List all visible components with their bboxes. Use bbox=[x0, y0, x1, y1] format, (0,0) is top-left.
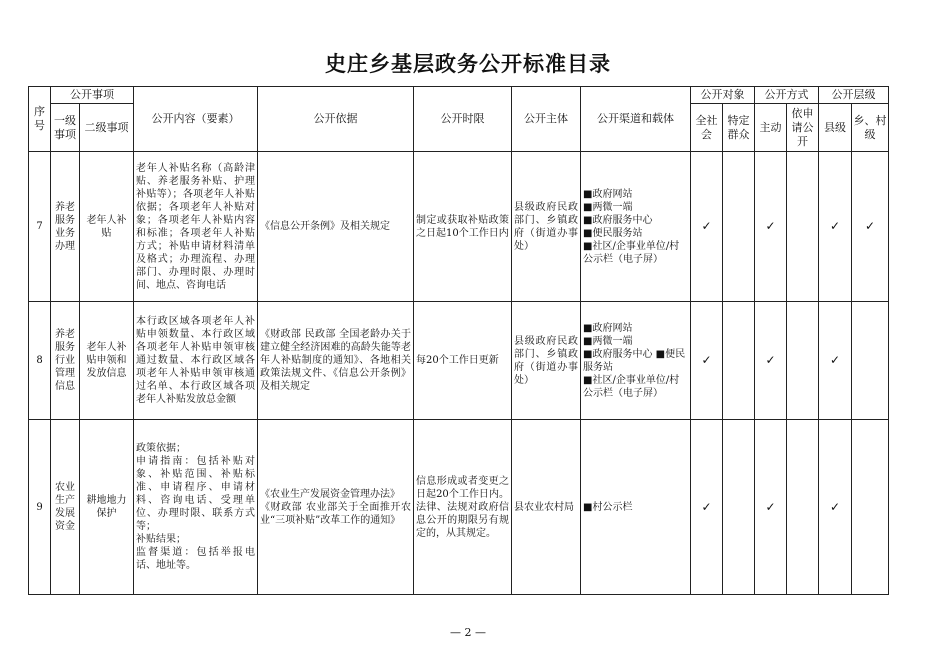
disclosure-catalog-table bbox=[28, 86, 889, 595]
col-content: 公开内容（要素） bbox=[134, 87, 258, 152]
check-town bbox=[852, 420, 889, 595]
check-town bbox=[852, 302, 889, 420]
row-time-limit: 每20个工作日更新 bbox=[414, 302, 512, 420]
col-aud-specific: 特定群众 bbox=[723, 104, 755, 152]
row-basis: 《农业生产发展资金管理办法》 《财政部 农业部关于全面推开农业“三项补贴”改革工作的通知》 bbox=[258, 420, 414, 595]
check-active: ✓ bbox=[755, 420, 787, 595]
col-method-active: 主动 bbox=[755, 104, 787, 152]
check-aud-specific bbox=[723, 302, 755, 420]
check-county: ✓ bbox=[819, 302, 852, 420]
col-method: 公开方式 bbox=[755, 87, 819, 104]
col-level-county: 县级 bbox=[819, 104, 852, 152]
col-items: 公开事项 bbox=[51, 87, 134, 104]
check-aud-specific bbox=[723, 152, 755, 302]
row-level1: 养老服务行业管理信息 bbox=[51, 302, 80, 420]
check-aud-all: ✓ bbox=[691, 152, 723, 302]
table-row bbox=[29, 302, 889, 420]
row-subject: 县农业农村局 bbox=[512, 420, 581, 595]
col-seq: 序号 bbox=[29, 87, 51, 152]
row-basis: 《信息公开条例》及相关规定 bbox=[258, 152, 414, 302]
row-level2: 老年人补贴申领和发放信息 bbox=[80, 302, 134, 420]
check-active: ✓ bbox=[755, 152, 787, 302]
check-request bbox=[787, 302, 819, 420]
check-active: ✓ bbox=[755, 302, 787, 420]
row-seq: 7 bbox=[29, 152, 51, 302]
row-content: 本行政区域各项老年人补贴申领数量、本行政区域各项老年人补贴申领审核通过数量、本行政区域各项老年人补贴申领审核通过名单、本行政区域各项老年人补贴发放总金额 bbox=[134, 302, 258, 420]
check-county: ✓ bbox=[819, 152, 852, 302]
check-town: ✓ bbox=[852, 152, 889, 302]
check-request bbox=[787, 152, 819, 302]
header-row-1 bbox=[29, 87, 889, 104]
row-level2: 耕地地力保护 bbox=[80, 420, 134, 595]
document-title: 史庄乡基层政务公开标准目录 bbox=[325, 51, 611, 76]
row-content: 老年人补贴名称（高龄津贴、养老服务补贴、护理补贴等）；各项老年人补贴依据；各项老年人补贴对象；各项老年人补贴内容和标准；各项老年人补贴方式；补贴申请材料清单及格式；办理流程、办理部门、办理时限、办理时间、地点、咨询电话 bbox=[134, 152, 258, 302]
col-channel: 公开渠道和载体 bbox=[581, 87, 691, 152]
check-aud-all: ✓ bbox=[691, 302, 723, 420]
row-level1: 农业生产发展资金 bbox=[51, 420, 80, 595]
row-content: 政策依据； 申请指南：包括补贴对象、补贴范围、补贴标准、申请程序、申请材料、咨询电话、受理单位、办理时限、联系方式等； 补贴结果； 监督渠道：包括举报电话、地址等。 bbox=[134, 420, 258, 595]
col-time-limit: 公开时限 bbox=[414, 87, 512, 152]
check-aud-all: ✓ bbox=[691, 420, 723, 595]
check-request bbox=[787, 420, 819, 595]
page-number: — 2 — bbox=[450, 626, 486, 639]
table-row bbox=[29, 420, 889, 595]
col-level: 公开层级 bbox=[819, 87, 889, 104]
col-level1: 一级事项 bbox=[51, 104, 80, 152]
row-channel: ■村公示栏 bbox=[581, 420, 691, 595]
row-subject: 县级政府民政部门、乡镇政府（街道办事处） bbox=[512, 152, 581, 302]
row-basis: 《财政部 民政部 全国老龄办关于建立健全经济困难的高龄失能等老年人补贴制度的通知》、各地相关政策法规文件、《信息公开条例》及相关规定 bbox=[258, 302, 414, 420]
row-seq: 9 bbox=[29, 420, 51, 595]
col-level-town: 乡、村级 bbox=[852, 104, 889, 152]
check-aud-specific bbox=[723, 420, 755, 595]
row-time-limit: 制定或获取补贴政策之日起10个工作日内 bbox=[414, 152, 512, 302]
row-channel: ■政府网站 ■两微一端 ■政府服务中心 ■便民服务站 ■社区/企事业单位/村公示栏（电子屏） bbox=[581, 302, 691, 420]
col-basis: 公开依据 bbox=[258, 87, 414, 152]
col-audience: 公开对象 bbox=[691, 87, 755, 104]
row-level2: 老年人补贴 bbox=[80, 152, 134, 302]
row-channel: ■政府网站 ■两微一端 ■政府服务中心 ■便民服务站 ■社区/企事业单位/村公示栏（电子屏） bbox=[581, 152, 691, 302]
row-time-limit: 信息形成或者变更之日起20个工作日内。法律、法规对政府信息公开的期限另有规定的，从其规定。 bbox=[414, 420, 512, 595]
row-seq: 8 bbox=[29, 302, 51, 420]
row-level1: 养老服务业务办理 bbox=[51, 152, 80, 302]
col-subject: 公开主体 bbox=[512, 87, 581, 152]
row-subject: 县级政府民政部门、乡镇政府（街道办事处） bbox=[512, 302, 581, 420]
col-method-request: 依申请公开 bbox=[787, 104, 819, 152]
table-row bbox=[29, 152, 889, 302]
col-level2: 二级事项 bbox=[80, 104, 134, 152]
col-aud-all: 全社会 bbox=[691, 104, 723, 152]
check-county: ✓ bbox=[819, 420, 852, 595]
